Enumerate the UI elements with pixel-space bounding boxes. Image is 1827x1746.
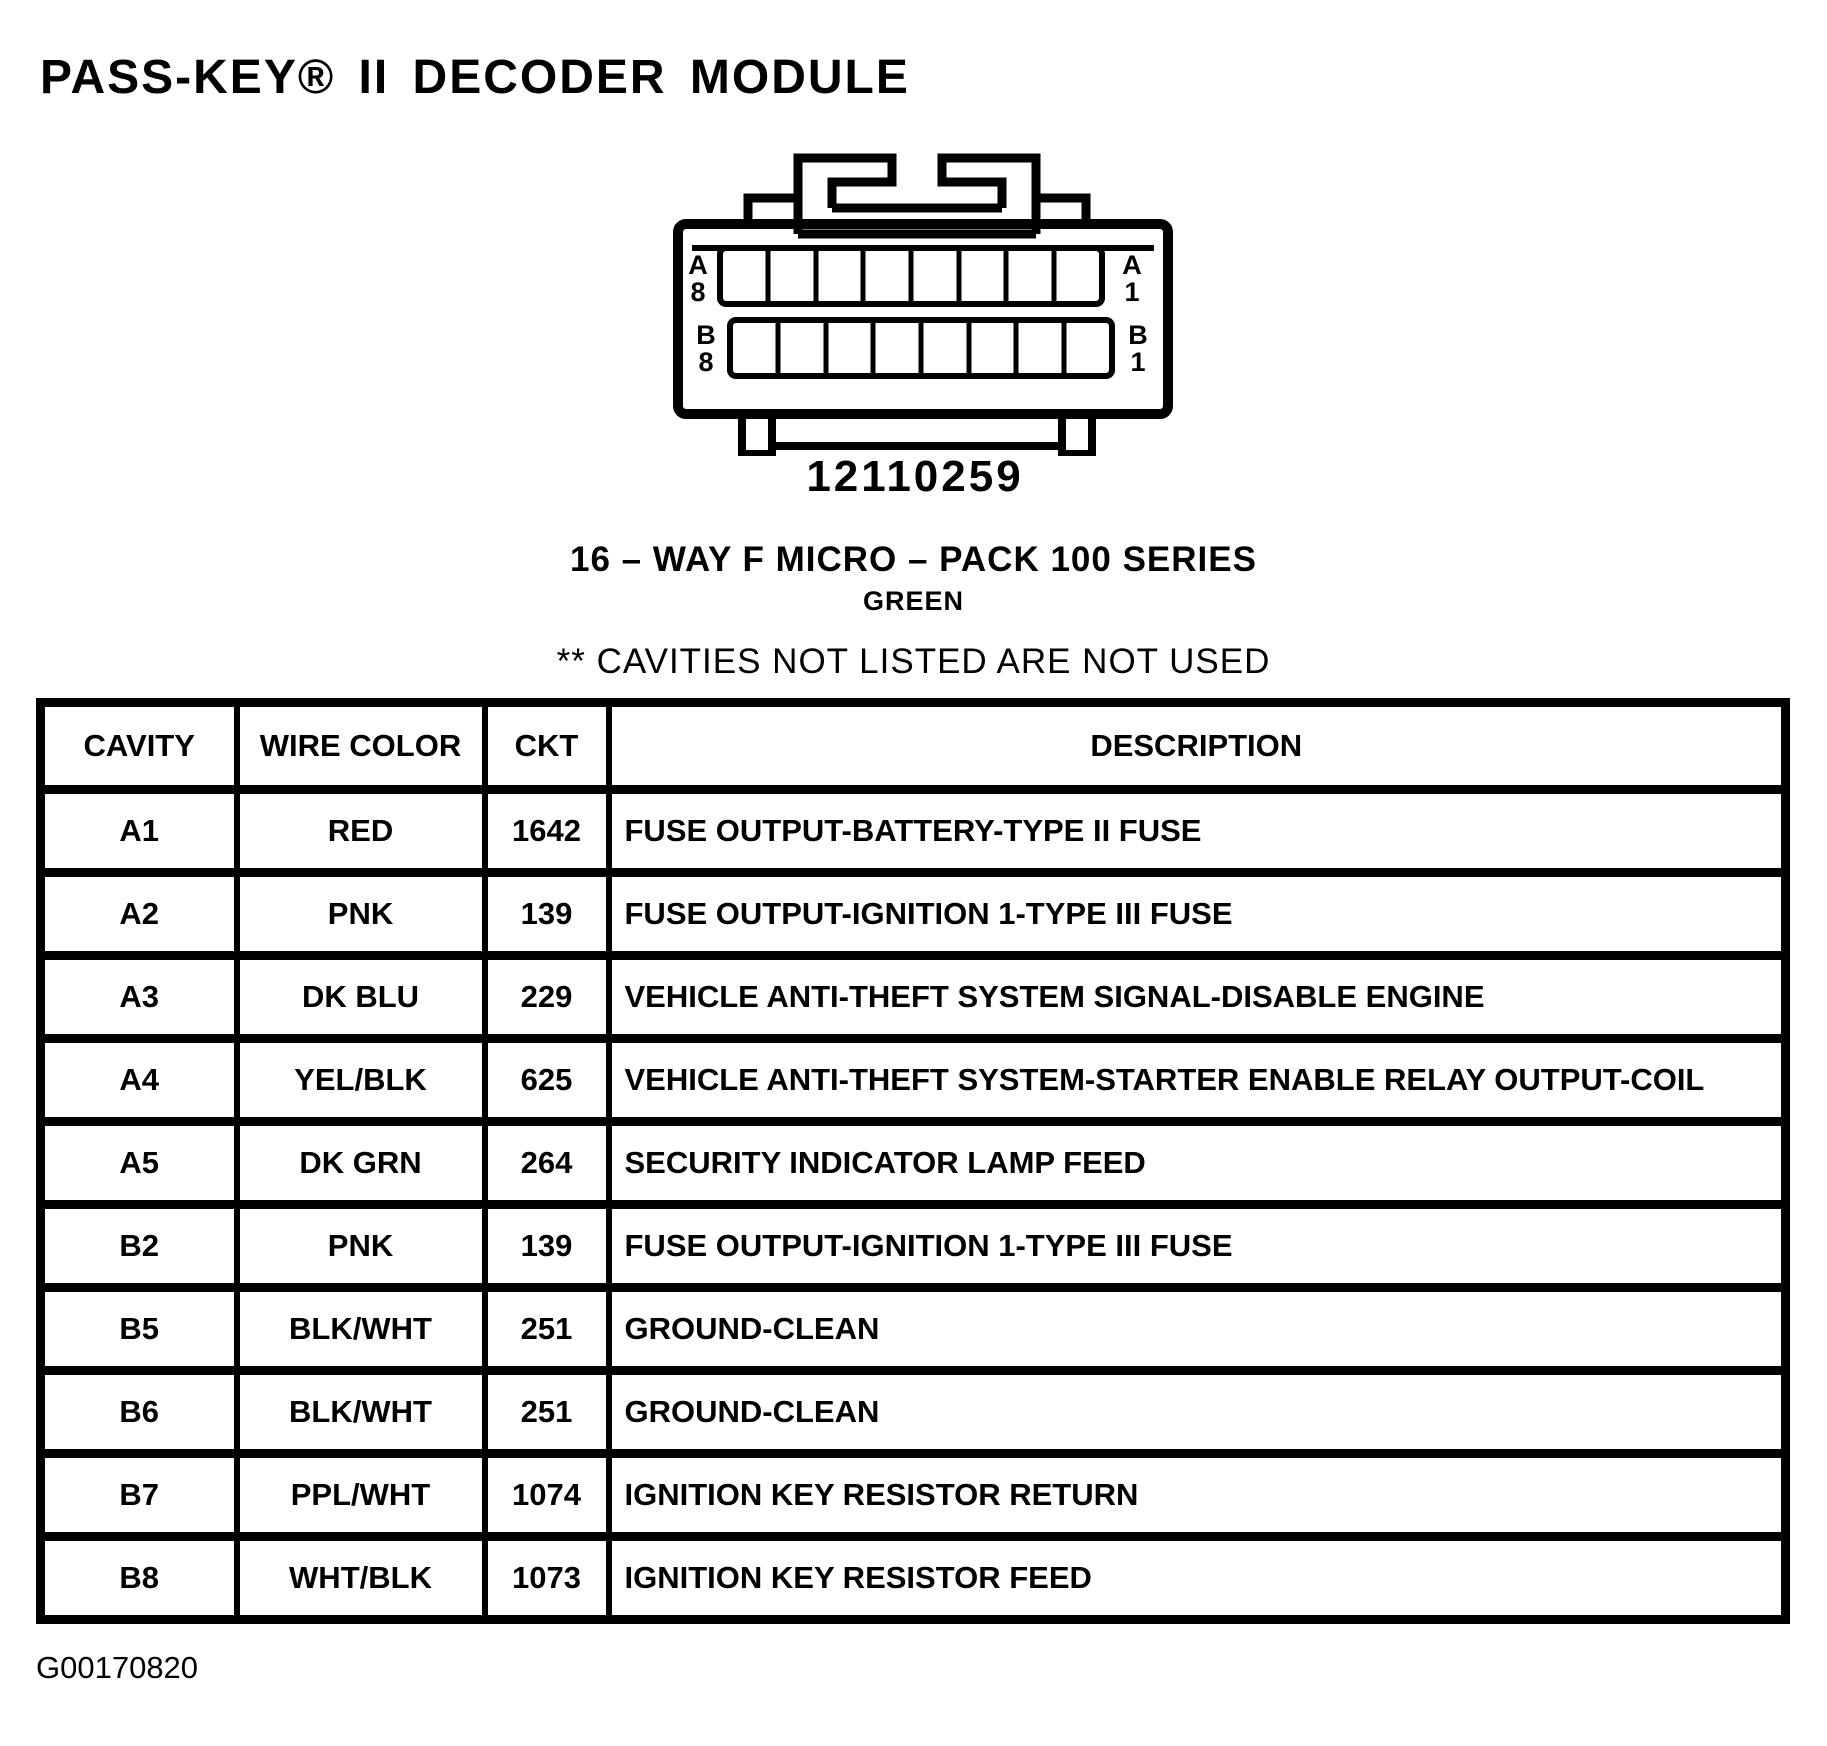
pin-label-a8: A 8 bbox=[688, 250, 708, 307]
description-cell: SECURITY INDICATOR LAMP FEED bbox=[609, 1122, 1786, 1205]
table-row bbox=[41, 1039, 1786, 1122]
wire-color-cell: PPL/WHT bbox=[237, 1454, 485, 1537]
connector-diagram bbox=[630, 136, 1200, 456]
ckt-cell: 1642 bbox=[485, 790, 609, 873]
table-row bbox=[41, 1288, 1786, 1371]
connector-leg-right bbox=[1062, 414, 1092, 454]
description-cell: VEHICLE ANTI-THEFT SYSTEM SIGNAL-DISABLE ENGINE bbox=[609, 956, 1786, 1039]
wire-color-cell: DK BLU bbox=[237, 956, 485, 1039]
wire-color-cell: PNK bbox=[237, 1205, 485, 1288]
connector-type: 16 – WAY F MICRO – PACK 100 SERIES bbox=[570, 540, 1257, 579]
description-cell: FUSE OUTPUT-IGNITION 1-TYPE III FUSE bbox=[609, 1205, 1786, 1288]
table-header-row bbox=[41, 703, 1786, 790]
wire-color-cell: RED bbox=[237, 790, 485, 873]
header-description: DESCRIPTION bbox=[609, 703, 1786, 790]
header-ckt: CKT bbox=[485, 703, 609, 790]
page-title: PASS-KEY® II DECODER MODULE bbox=[40, 51, 910, 104]
ckt-cell: 1074 bbox=[485, 1454, 609, 1537]
connector-leg-left bbox=[742, 414, 772, 454]
description-cell: VEHICLE ANTI-THEFT SYSTEM-STARTER ENABLE RELAY OUTPUT-COIL bbox=[609, 1039, 1786, 1122]
connector-color: GREEN bbox=[862, 586, 965, 616]
cavity-cell: A2 bbox=[41, 873, 237, 956]
figure-id: G00170820 bbox=[36, 1650, 199, 1685]
table-row bbox=[41, 790, 1786, 873]
pin-label-b1: B 1 bbox=[1128, 320, 1148, 377]
table-row bbox=[41, 1454, 1786, 1537]
description-cell: IGNITION KEY RESISTOR RETURN bbox=[609, 1454, 1786, 1537]
ckt-cell: 625 bbox=[485, 1039, 609, 1122]
ckt-cell: 251 bbox=[485, 1288, 609, 1371]
wire-color-cell: DK GRN bbox=[237, 1122, 485, 1205]
description-cell: GROUND-CLEAN bbox=[609, 1371, 1786, 1454]
ckt-cell: 251 bbox=[485, 1371, 609, 1454]
cavity-cell: A4 bbox=[41, 1039, 237, 1122]
wire-color-cell: WHT/BLK bbox=[237, 1537, 485, 1620]
description-cell: GROUND-CLEAN bbox=[609, 1288, 1786, 1371]
cavity-cell: B2 bbox=[41, 1205, 237, 1288]
cavity-cell: A3 bbox=[41, 956, 237, 1039]
ckt-cell: 139 bbox=[485, 873, 609, 956]
pin-label-b8: B 8 bbox=[696, 320, 716, 377]
terminal-row-a bbox=[720, 248, 1102, 304]
description-cell: IGNITION KEY RESISTOR FEED bbox=[609, 1537, 1786, 1620]
wire-color-cell: BLK/WHT bbox=[237, 1288, 485, 1371]
table-row bbox=[41, 956, 1786, 1039]
pin-label-a1: A 1 bbox=[1122, 250, 1142, 307]
terminal-row-b bbox=[730, 320, 1112, 376]
ckt-cell: 1073 bbox=[485, 1537, 609, 1620]
table-row bbox=[41, 873, 1786, 956]
cavity-cell: A1 bbox=[41, 790, 237, 873]
cavity-cell: B6 bbox=[41, 1371, 237, 1454]
ckt-cell: 139 bbox=[485, 1205, 609, 1288]
cavity-cell: A5 bbox=[41, 1122, 237, 1205]
description-cell: FUSE OUTPUT-IGNITION 1-TYPE III FUSE bbox=[609, 873, 1786, 956]
table-row bbox=[41, 1205, 1786, 1288]
ckt-cell: 264 bbox=[485, 1122, 609, 1205]
pinout-table bbox=[36, 698, 1790, 1624]
header-wire-color: WIRE COLOR bbox=[237, 703, 485, 790]
wire-color-cell: YEL/BLK bbox=[237, 1039, 485, 1122]
table-row bbox=[41, 1371, 1786, 1454]
wire-color-cell: PNK bbox=[237, 873, 485, 956]
connector-part-number: 12110259 bbox=[806, 452, 1024, 501]
cavity-cell: B7 bbox=[41, 1454, 237, 1537]
pinout-table-body bbox=[41, 790, 1786, 1620]
cavity-cell: B5 bbox=[41, 1288, 237, 1371]
table-row bbox=[41, 1537, 1786, 1620]
wire-color-cell: BLK/WHT bbox=[237, 1371, 485, 1454]
table-row bbox=[41, 1122, 1786, 1205]
header-cavity: CAVITY bbox=[41, 703, 237, 790]
description-cell: FUSE OUTPUT-BATTERY-TYPE II FUSE bbox=[609, 790, 1786, 873]
ckt-cell: 229 bbox=[485, 956, 609, 1039]
cavities-note: ** CAVITIES NOT LISTED ARE NOT USED bbox=[556, 642, 1271, 681]
cavity-cell: B8 bbox=[41, 1537, 237, 1620]
